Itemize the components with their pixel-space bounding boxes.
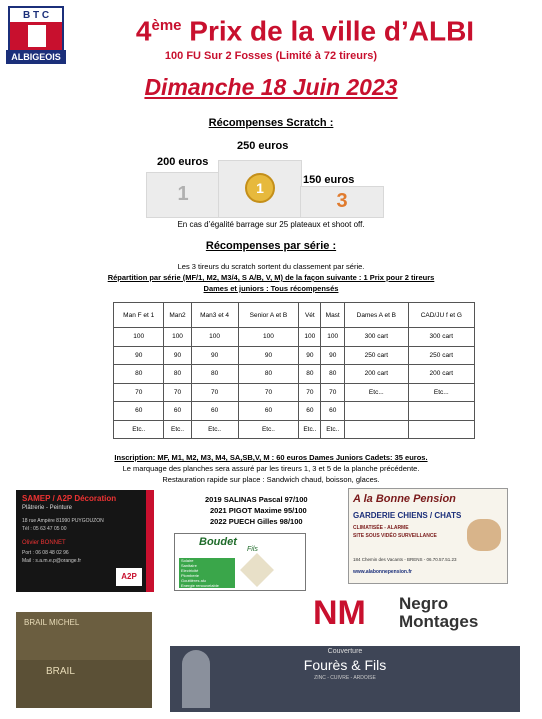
ad-bonne-pension <box>348 488 508 584</box>
logo-bottom-text: ALBIGEOIS <box>6 50 66 64</box>
boudet-fils: Fils <box>247 546 258 553</box>
table-row <box>114 365 475 384</box>
table-cell: 90 <box>114 346 164 365</box>
table-cell: 60 <box>114 402 164 421</box>
serie-line-2: Répartition par série (MF/1, M2, M3/4, S A/B, V, M) de la façon suivante : 1 Prix pour 2 tireurs <box>107 273 435 282</box>
boudet-name: Boudet <box>199 536 237 548</box>
brail-l2: BRAIL <box>46 666 75 677</box>
table-cell <box>408 420 474 439</box>
table-cell: 100 <box>164 328 191 347</box>
table-row <box>114 420 475 439</box>
marquage-text: Le marquage des planches sera assuré par les tireurs 1, 3 et 5 de la planche précédente. <box>122 464 420 473</box>
serie-line-1: Les 3 tireurs du scratch sortent du classement par série. <box>177 262 365 271</box>
table-cell: 100 <box>191 328 238 347</box>
second-prize: 200 euros <box>157 156 209 168</box>
boudet-item: Plomberie <box>181 573 200 578</box>
title-rest: Prix de la ville d’ALBI <box>181 15 475 47</box>
tie-note: En cas d’égalité barrage sur 25 plateaux et shoot off. <box>177 220 365 229</box>
inscription-text: Inscription: MF, M1, M2, M3, M4, SA,SB,V, M : 60 euros Dames Juniors Cadets: 35 euros. <box>114 453 428 462</box>
table-cell: 80 <box>238 365 299 384</box>
table-cell: Etc.. <box>238 420 299 439</box>
table-cell: 90 <box>238 346 299 365</box>
ad-samep <box>16 490 154 592</box>
title-sup: ème <box>151 17 182 34</box>
table-cell: Etc... <box>408 383 474 402</box>
a2p-logo: A2P <box>116 568 142 586</box>
restauration-text: Restauration rapide sur place : Sandwich chaud, boisson, glaces. <box>162 475 380 484</box>
third-prize: 150 euros <box>303 174 355 186</box>
table-cell: Etc.. <box>299 420 321 439</box>
table-cell: 90 <box>299 346 321 365</box>
table-header: Mast <box>321 303 345 328</box>
table-cell: 70 <box>238 383 299 402</box>
table-cell <box>408 402 474 421</box>
table-cell: 70 <box>321 383 345 402</box>
boudet-item: Electricité <box>181 568 199 573</box>
table-cell: Etc.. <box>321 420 345 439</box>
samep-name: Olivier BONNET <box>22 540 66 546</box>
table-cell: 90 <box>191 346 238 365</box>
winner-2019: 2019 SALINAS Pascal 97/100 <box>205 495 308 504</box>
table-row <box>114 402 475 421</box>
table-cell: 200 cart <box>408 365 474 384</box>
table-cell: 80 <box>321 365 345 384</box>
winner-2022: 2022 PUECH Gilles 98/100 <box>210 517 303 526</box>
podium-third-label: 3 <box>336 190 348 212</box>
table-cell: 250 cart <box>345 346 409 365</box>
table-cell: 60 <box>238 402 299 421</box>
foures-l3: ZINC - CUIVRE - ARDOISE <box>314 675 376 681</box>
samep-title: SAMEP / A2P Décoration <box>22 494 117 503</box>
table-row <box>114 328 475 347</box>
podium-second-label: 1 <box>177 183 189 205</box>
subtitle: 100 FU Sur 2 Fosses (Limité à 72 tireurs) <box>164 50 378 62</box>
nm-logo-icon: NM <box>313 594 366 632</box>
samep-port: Port : 06 08 48 02 96 <box>22 550 69 556</box>
ad-negro-montages <box>313 593 533 637</box>
table-cell: 60 <box>321 402 345 421</box>
table-cell: 200 cart <box>345 365 409 384</box>
boudet-item: Gouttières alu <box>181 578 206 583</box>
logo-top-text: B T C <box>8 6 64 22</box>
event-date <box>0 74 542 101</box>
table-cell: 80 <box>164 365 191 384</box>
podium-second <box>146 172 220 218</box>
boudet-list <box>179 558 235 588</box>
serie-heading <box>0 240 542 252</box>
table-cell: 90 <box>164 346 191 365</box>
serie-line-3: Dames et juniors : Tous récompensés <box>203 284 339 293</box>
podium-first <box>218 160 302 218</box>
table-header: CAD/JU f et G <box>408 303 474 328</box>
title-ordinal: 4 <box>135 15 152 47</box>
pension-addr: 184 Chemin des Vacants - BRENS - 06.70.57.51.23 <box>353 557 457 562</box>
negro-l2: Montages <box>399 612 479 631</box>
table-cell: 300 cart <box>345 328 409 347</box>
table-row <box>114 346 475 365</box>
table-cell: 100 <box>299 328 321 347</box>
first-prize: 250 euros <box>237 140 289 152</box>
table-cell: 100 <box>238 328 299 347</box>
foures-l1: Couverture <box>327 648 363 655</box>
table-cell: 90 <box>321 346 345 365</box>
table-cell: 60 <box>164 402 191 421</box>
table-cell: 70 <box>114 383 164 402</box>
samep-addr: 18 rue Ampère 81990 PUYGOUZON <box>22 518 104 524</box>
table-header: Man2 <box>164 303 191 328</box>
table-cell: 60 <box>191 402 238 421</box>
page-title <box>75 8 535 49</box>
boudet-item: Energie renouvelable <box>181 583 219 588</box>
table-cell: Etc... <box>345 383 409 402</box>
table-cell <box>345 402 409 421</box>
prize-table <box>113 302 475 439</box>
table-header: Man3 et 4 <box>191 303 238 328</box>
samep-sub: Plâtrerie - Peinture <box>22 505 73 511</box>
table-header: Senior A et B <box>238 303 299 328</box>
table-header-row <box>114 303 475 328</box>
foures-l2: Fourès & Fils <box>303 657 387 673</box>
table-header: Vét <box>299 303 321 328</box>
ad-brail <box>16 612 152 708</box>
table-cell: Etc.. <box>164 420 191 439</box>
pension-sub: GARDERIE CHIENS / CHATS <box>353 511 462 520</box>
ad-boudet <box>174 533 306 591</box>
dog-cat-image <box>467 519 501 551</box>
ad-foures <box>170 646 520 712</box>
samep-mail: Mail : s.a.m.e.p@orange.fr <box>22 558 81 564</box>
pension-l1: CLIMATISÉE - ALARME <box>353 525 409 531</box>
table-cell: 80 <box>114 365 164 384</box>
podium-third <box>300 186 384 218</box>
table-cell: 100 <box>114 328 164 347</box>
logo-shield <box>8 22 64 52</box>
pension-l2: SITE SOUS VIDÉO SURVEILLANCE <box>353 533 437 539</box>
event-date-text: Dimanche 18 Juin 2023 <box>144 74 398 100</box>
table-cell: Etc.. <box>191 420 238 439</box>
scratch-heading <box>0 117 542 129</box>
serie-heading-text: Récompenses par série : <box>205 240 337 252</box>
pension-title: A la Bonne Pension <box>353 493 456 505</box>
brail-l1: BRAIL MICHEL <box>24 618 80 627</box>
table-cell <box>345 420 409 439</box>
pension-web: www.alabonnepension.fr <box>353 569 412 575</box>
table-cell: 60 <box>299 402 321 421</box>
scratch-heading-text: Récompenses Scratch : <box>208 117 334 129</box>
table-cell: 70 <box>299 383 321 402</box>
table-cell: 70 <box>191 383 238 402</box>
table-header: Man F et 1 <box>114 303 164 328</box>
table-cell: 300 cart <box>408 328 474 347</box>
negro-l1: Negro <box>399 594 449 613</box>
table-cell: 70 <box>164 383 191 402</box>
table-cell: 80 <box>191 365 238 384</box>
winner-2021: 2021 PIGOT Maxime 95/100 <box>210 506 307 515</box>
house-icon <box>240 553 274 587</box>
table-cell: 100 <box>321 328 345 347</box>
table-cell: 250 cart <box>408 346 474 365</box>
table-cell: Etc.. <box>114 420 164 439</box>
table-row <box>114 383 475 402</box>
gold-medal-icon: 1 <box>245 173 275 203</box>
table-header: Dames A et B <box>345 303 409 328</box>
boudet-item: Sanitaire <box>181 563 197 568</box>
table-cell: 80 <box>299 365 321 384</box>
logo-emblem <box>28 25 46 47</box>
samep-tel: Tél : 05 63 47 05 00 <box>22 526 67 532</box>
boudet-item: Solaire <box>181 558 194 563</box>
